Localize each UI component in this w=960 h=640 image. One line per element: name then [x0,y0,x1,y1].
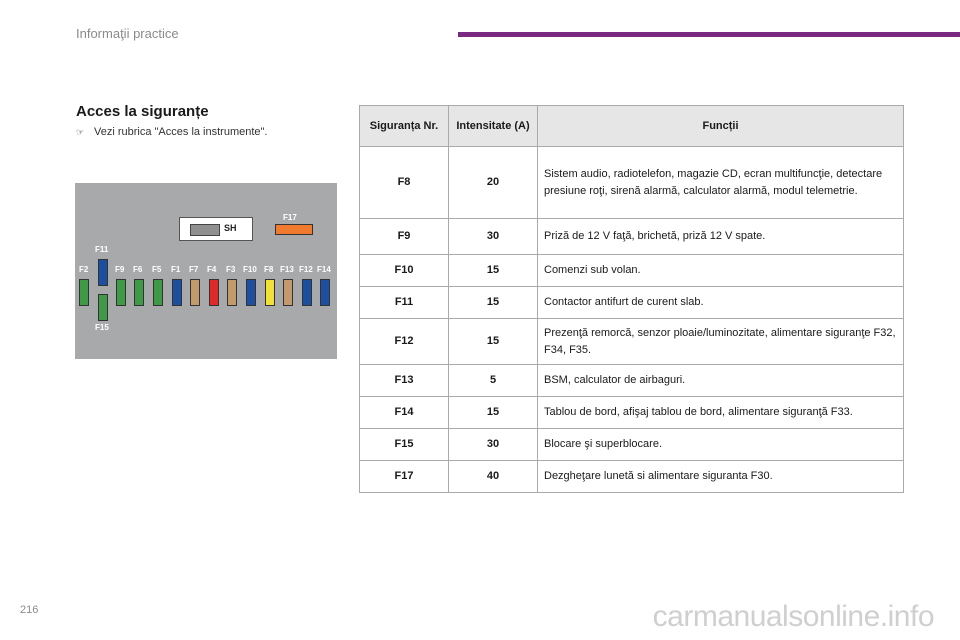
table-row [360,397,904,429]
amperage-cell: 15 [449,255,538,287]
fuse-table [359,105,904,493]
fuse-label-f15: F15 [95,323,109,332]
fuse-number-cell: F8 [360,147,449,219]
fuse-label-f4: F4 [207,265,217,274]
table-row [360,365,904,397]
fuse-f7 [190,279,200,306]
table-row [360,255,904,287]
fuse-label-f8: F8 [264,265,274,274]
fuse-f12 [302,279,312,306]
functions-cell: Contactor antifurt de curent slab. [538,287,904,319]
fuse-f9 [116,279,126,306]
amperage-cell: 15 [449,287,538,319]
fuse-label-f6: F6 [133,265,143,274]
fuse-f11 [98,259,108,286]
page-number: 216 [20,604,39,616]
amperage-cell: 15 [449,397,538,429]
amperage-cell: 15 [449,319,538,365]
watermark: carmanualsonline.info [652,600,934,633]
fuse-f3 [227,279,237,306]
fuse-label-f9: F9 [115,265,125,274]
fuse-number-cell: F13 [360,365,449,397]
fuse-label-f5: F5 [152,265,162,274]
functions-cell: Comenzi sub volan. [538,255,904,287]
sh-fuse-slot [190,224,220,236]
table-row [360,287,904,319]
header-title: Informaţii practice [76,26,179,41]
fuse-number-cell: F11 [360,287,449,319]
functions-cell: BSM, calculator de airbaguri. [538,365,904,397]
functions-cell: Dezgheţare lunetă si alimentare siguranta F30. [538,461,904,493]
fuse-label-f7: F7 [189,265,199,274]
amperage-cell: 30 [449,219,538,255]
fuse-f6 [134,279,144,306]
fuse-number-cell: F14 [360,397,449,429]
functions-cell: Priză de 12 V faţă, brichetă, priză 12 V spate. [538,219,904,255]
header-amperage: Intensitate (A) [449,106,538,147]
fuse-label-f10: F10 [243,265,257,274]
functions-cell: Prezenţă remorcă, senzor ploaie/luminozitate, alimentare siguranţe F32, F34, F35. [538,319,904,365]
sh-box [179,217,253,241]
fuse-f13 [283,279,293,306]
fuse-number-cell: F15 [360,429,449,461]
fuse-number-cell: F9 [360,219,449,255]
fuse-label-f1: F1 [171,265,181,274]
fuse-label-f13: F13 [280,265,294,274]
fuse-f17 [275,224,313,235]
fuse-label-f17: F17 [283,213,297,222]
fuse-f1 [172,279,182,306]
header-fuse-number: Siguranța Nr. [360,106,449,147]
fuse-f15 [98,294,108,321]
amperage-cell: 5 [449,365,538,397]
fuse-f4 [209,279,219,306]
table-row [360,319,904,365]
functions-cell: Sistem audio, radiotelefon, magazie CD, ecran multifuncţie, detectare presiune roţi, sirenă alarmă, calculator alarmă, modul telemetrie. [538,147,904,219]
fuse-label-f12: F12 [299,265,313,274]
fuse-number-cell: F10 [360,255,449,287]
header-accent-bar [458,32,960,37]
pointing-hand-icon: ☞ [76,127,85,137]
fuse-f10 [246,279,256,306]
fuse-label-f11: F11 [95,245,109,254]
bullet-line [76,126,268,138]
sh-label: SH [224,223,237,233]
fuse-number-cell: F12 [360,319,449,365]
fuse-f8 [265,279,275,306]
fuse-f14 [320,279,330,306]
fuse-panel [75,183,337,359]
bullet-text: Vezi rubrica "Acces la instrumente". [94,126,268,138]
table-row [360,147,904,219]
fuse-label-f3: F3 [226,265,236,274]
fuse-f2 [79,279,89,306]
fuse-label-f2: F2 [79,265,89,274]
header-functions: Funcții [538,106,904,147]
table-row [360,219,904,255]
fuse-f5 [153,279,163,306]
functions-cell: Tablou de bord, afişaj tablou de bord, alimentare siguranţă F33. [538,397,904,429]
amperage-cell: 30 [449,429,538,461]
table-header-row [360,106,904,147]
amperage-cell: 20 [449,147,538,219]
fuse-number-cell: F17 [360,461,449,493]
functions-cell: Blocare şi superblocare. [538,429,904,461]
fuse-label-f14: F14 [317,265,331,274]
amperage-cell: 40 [449,461,538,493]
table-row [360,461,904,493]
section-title: Acces la siguranțe [76,103,209,120]
table-row [360,429,904,461]
